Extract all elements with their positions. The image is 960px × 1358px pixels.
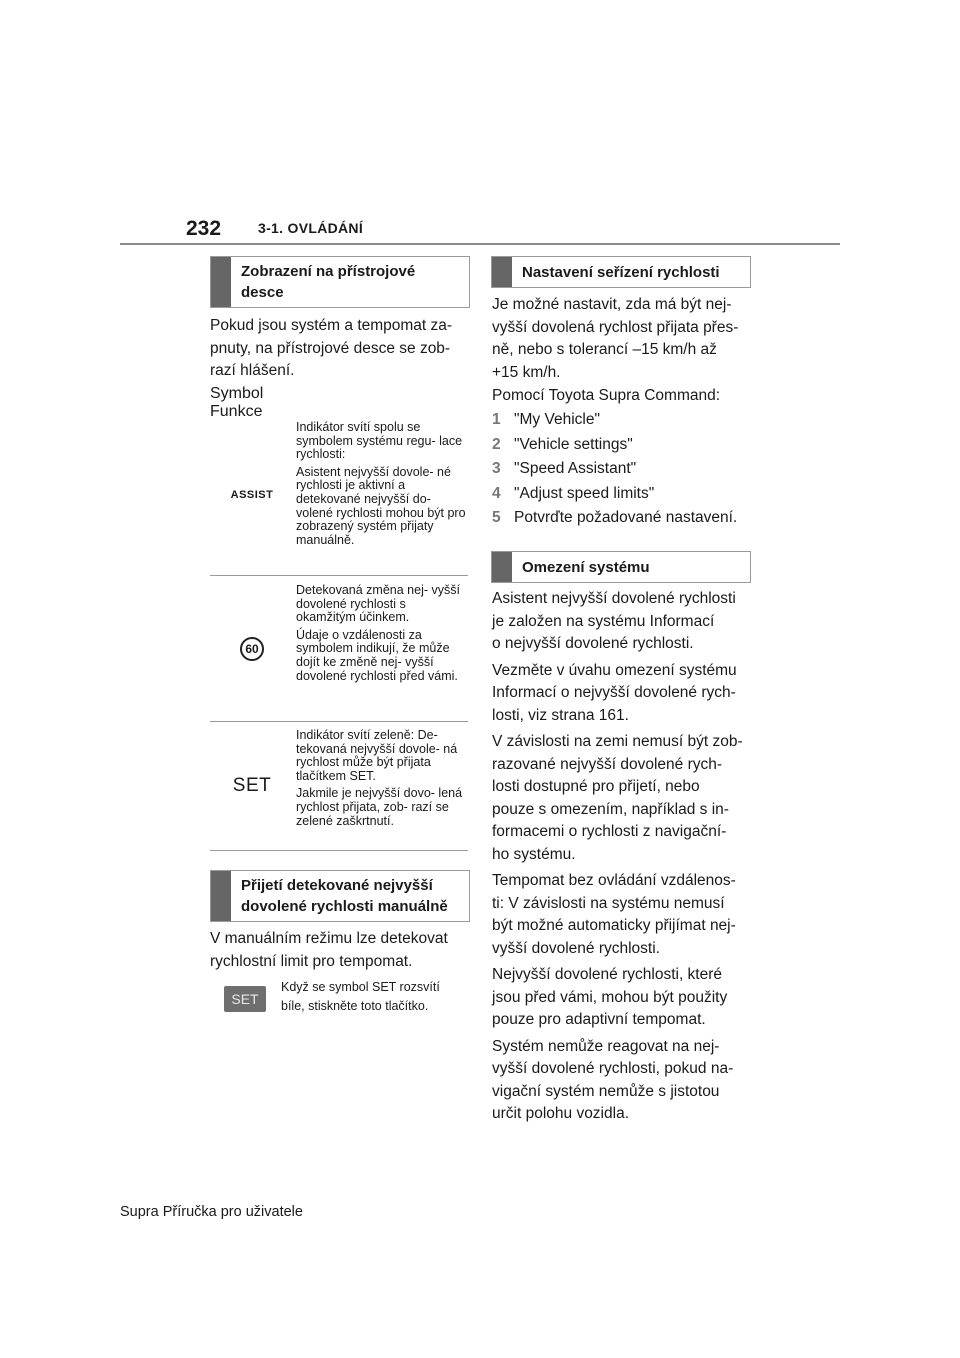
section-heading-display: Zobrazení na přístrojové desce [210,256,470,308]
speed-settings-intro: Je možné nastavit, zda má být nej- vyšší dovolená rychlost přijata přes- ně, nebo s tolerancí –15 km/h až +15 km/h. [492,296,739,381]
footer-text: Supra Příručka pro uživatele [120,1204,303,1220]
assist-icon: ASSIST [230,489,274,501]
steps-list [492,408,754,531]
list-item: 5 Potvrďte požadované nastavení. [492,509,738,526]
column-header-symbol: Symbol [210,385,264,402]
list-item: 2 "Vehicle settings" [492,435,633,453]
paragraph: Asistent nejvyšší dovolené rychlosti je založen na systému Informací o nejvyšší dovolené rychlosti. [492,590,736,652]
paragraph: V závislosti na zemi nemusí být zob- razované nejvyšší dovolené rych- losti dostupné pro přijetí, nebo pouze s omezením, například s in- formacemi o rychlosti z navigační- ho systému. [492,733,743,863]
set-button[interactable]: SET [224,986,266,1012]
list-item: 4 "Adjust speed limits" [492,484,655,502]
set-icon: SET [232,775,272,796]
table-row: SET Indikátor svítí zeleně: De- tekovaná nejvyšší dovole- ná rychlost může být přijata tlačítkem SET. Jakmile je nejvyšší dovo- lená rychlost přijata, zob- razí se zelené zaškrtnutí. [210,722,468,851]
header-rule [120,243,840,245]
display-intro: Pokud jsou systém a tempomat za- pnuty, na přístrojové desce se zob- razí hlášení. [210,317,453,379]
paragraph: Vezměte v úvahu omezení systému Informací o nejvyšší dovolené rych- losti, viz strana 161. [492,661,737,724]
table-row: ASSIST Indikátor svítí spolu se symbolem systému regu- lace rychlosti: Asistent nejvyšší dovole- né rychlosti je aktivní a detekované nejvyšší do- volené rychlosti mohou být pro zobrazený systém přijaty manuálně. [210,415,468,576]
page-number: 232 [186,217,222,240]
chapter-title: 3-1. OVLÁDÁNÍ [258,220,364,236]
symbol-table [210,385,468,855]
list-item: 1 "My Vehicle" [492,411,600,428]
paragraph: Systém nemůže reagovat na nej- vyšší dovolené rychlosti, pokud na- vigační systém nemůže s jistotou určit polohu vozidla. [492,1037,734,1122]
speed-limit-sign-icon: 60 [240,637,264,661]
table-row: 60 Detekovaná změna nej- vyšší dovolené rychlosti s okamžitým účinkem. Údaje o vzdálenosti za symbolem indikují, že může dojít ke změně nej- vyšší dovolené rychlosti před vámi. [210,576,468,722]
paragraph: Tempomat bez ovládání vzdálenos- ti: V závislosti na systému nemusí být možné automaticky přijímat nej- vyšší dovolené rychlosti. [492,872,736,957]
command-intro: Pomocí Toyota Supra Command: [492,387,721,404]
manual-text: V manuálním režimu lze detekovat rychlostní limit pro tempomat. [210,930,448,970]
section-heading-speed-settings: Nastavení seřízení rychlosti [491,256,751,288]
section-heading-manual: Přijetí detekované nejvyšší dovolené rychlosti manuálně [210,870,470,922]
limitations-text [492,588,754,1130]
column-header-function: Funkce [210,403,263,420]
set-note: Když se symbol SET rozsvítí bíle, stiskněte toto tlačítko. [281,980,440,1013]
paragraph: Nejvyšší dovolené rychlosti, které jsou před vámi, mohou být použity pouze pro adaptivní tempomat. [492,966,728,1028]
section-heading-limitations: Omezení systému [491,551,751,583]
list-item: 3 "Speed Assistant" [492,460,637,477]
